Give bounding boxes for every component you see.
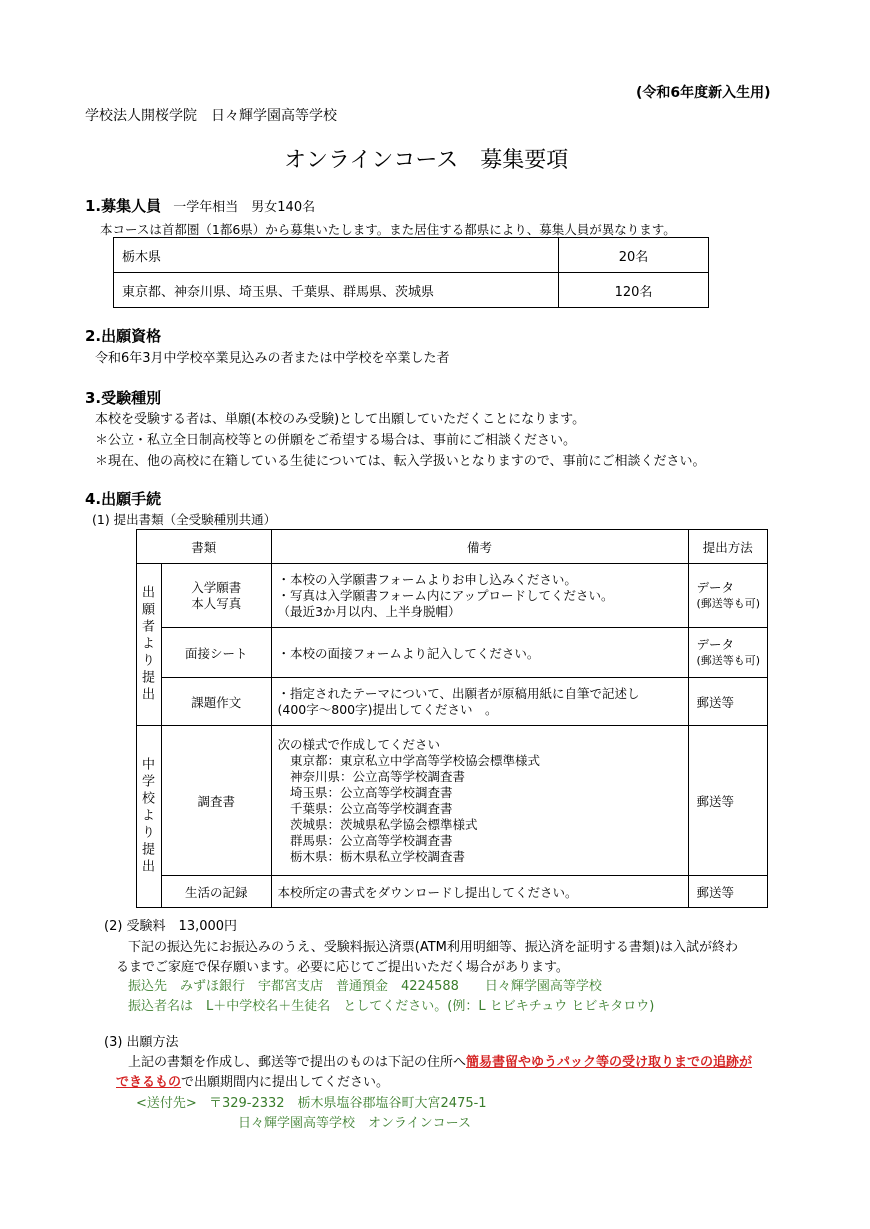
quota-count: 120名 (559, 273, 709, 308)
header-method: 提出方法 (688, 530, 768, 564)
method-line: できるもので出願期間内に提出してください。 (116, 1075, 390, 1090)
section-3-line: ＊現在、他の高校に在籍している生徒については、転入学扱いとなりますので、事前にご相談ください。 (95, 454, 706, 469)
table-row (137, 876, 768, 908)
table-header-row (137, 530, 768, 564)
method-heading: (3) 出願方法 (104, 1035, 179, 1050)
table-row (137, 564, 768, 628)
school-name: 学校法人開桜学院 日々輝学園高等学校 (85, 108, 337, 124)
year-note: (令和6年度新入生用) (636, 85, 771, 101)
documents-table (136, 529, 768, 908)
section-3-line: 本校を受験する者は、単願(本校のみ受験)として出願していただくことになります。 (95, 412, 586, 427)
group-school-label: 中学校より提出 (137, 726, 162, 908)
quota-area: 東京都、神奈川県、埼玉県、千葉県、群馬県、茨城県 (114, 273, 559, 308)
table-row (137, 726, 768, 876)
quota-area: 栃木県 (114, 238, 559, 273)
section-3-line: ＊公立・私立全日制高校等との併願をご希望する場合は、事前にご相談ください。 (95, 433, 577, 448)
doc-name: 課題作文 (162, 678, 272, 726)
fee-line: 下記の振込先にお振込みのうえ、受験料振込済票(ATM利用明細等、振込済を証明する書類)は入試が終わ (128, 940, 738, 955)
header-notes: 備考 (271, 530, 688, 564)
doc-note: ・指定されたテーマについて、出願者が原稿用紙に自筆で記述し (400字～800字)提出してください 。 (271, 678, 688, 726)
page-title: オンラインコース 募集要項 (284, 148, 569, 173)
quota-table (113, 237, 709, 308)
doc-method: 郵送等 (688, 678, 768, 726)
fee-heading: (2) 受験料 13,000円 (104, 919, 238, 934)
send-recipient: 日々輝学園高等学校 オンラインコース (238, 1116, 471, 1131)
doc-name: 入学願書 本人写真 (162, 564, 272, 628)
section-2-heading: 2.出願資格 (85, 327, 162, 345)
tracking-emphasis: できるもの (116, 1075, 182, 1090)
section-3-heading: 3.受験種別 (85, 389, 162, 407)
table-row (114, 273, 709, 308)
quota-count: 20名 (559, 238, 709, 273)
group-applicant-label: 出願者より提出 (137, 564, 162, 726)
section-1-note: 本コースは首都圏（1都6県）から募集いたします。また居住する都県により、募集人員が異なります。 (100, 222, 676, 237)
fee-line: るまでご家庭で保存願います。必要に応じてご提出いただく場合があります。 (116, 960, 569, 975)
table-row (114, 238, 709, 273)
table-row (137, 628, 768, 678)
section-1-heading: 1.募集人員 一学年相当 男女140名 (85, 197, 316, 215)
table-row (137, 678, 768, 726)
method-line: 上記の書類を作成し、郵送等で提出のものは下記の住所へ簡易書留やゆうパック等の受け取りまでの追跡が (128, 1055, 753, 1070)
doc-note: ・本校の入学願書フォームよりお申し込みください。 ・写真は入学願書フォーム内にアップロードしてください。 （最近3か月以内、上半身脱帽） (271, 564, 688, 628)
payer-name-rule: 振込者名は L＋中学校名＋生徒名 としてください。(例：L ヒビキチュウ ヒビキタロウ) (128, 999, 655, 1014)
section-2-text: 令和6年3月中学校卒業見込みの者または中学校を卒業した者 (95, 351, 450, 366)
header-documents: 書類 (137, 530, 272, 564)
doc-name: 面接シート (162, 628, 272, 678)
section-4-heading: 4.出願手続 (85, 490, 162, 508)
bank-info: 振込先 みずほ銀行 宇都宮支店 普通預金 4224588 日々輝学園高等学校 (128, 979, 602, 994)
doc-note: 本校所定の書式をダウンロードし提出してください。 (271, 876, 688, 908)
doc-name: 調査書 (162, 726, 272, 876)
doc-method: 郵送等 (688, 876, 768, 908)
doc-method: データ (郵送等も可) (688, 628, 768, 678)
doc-name: 生活の記録 (162, 876, 272, 908)
send-address: <送付先> 〒329-2332 栃木県塩谷郡塩谷町大宮2475-1 (136, 1096, 487, 1111)
tracking-emphasis: 簡易書留やゆうパック等の受け取りまでの追跡が (466, 1055, 753, 1070)
documents-subheading: (1) 提出書類（全受験種別共通） (92, 512, 277, 527)
doc-method: データ (郵送等も可) (688, 564, 768, 628)
doc-method: 郵送等 (688, 726, 768, 876)
doc-note: ・本校の面接フォームより記入してください。 (271, 628, 688, 678)
doc-note: 次の様式で作成してください 東京都：東京私立中学高等学校協会標準様式 神奈川県：公立高等学校調査書 埼玉県：公立高等学校調査書 千葉県：公立高等学校調査書 茨城県：茨城県私学協会標準様式 群馬県：公立高等学校調査書 栃木県：栃木県私立学校調査書 (271, 726, 688, 876)
